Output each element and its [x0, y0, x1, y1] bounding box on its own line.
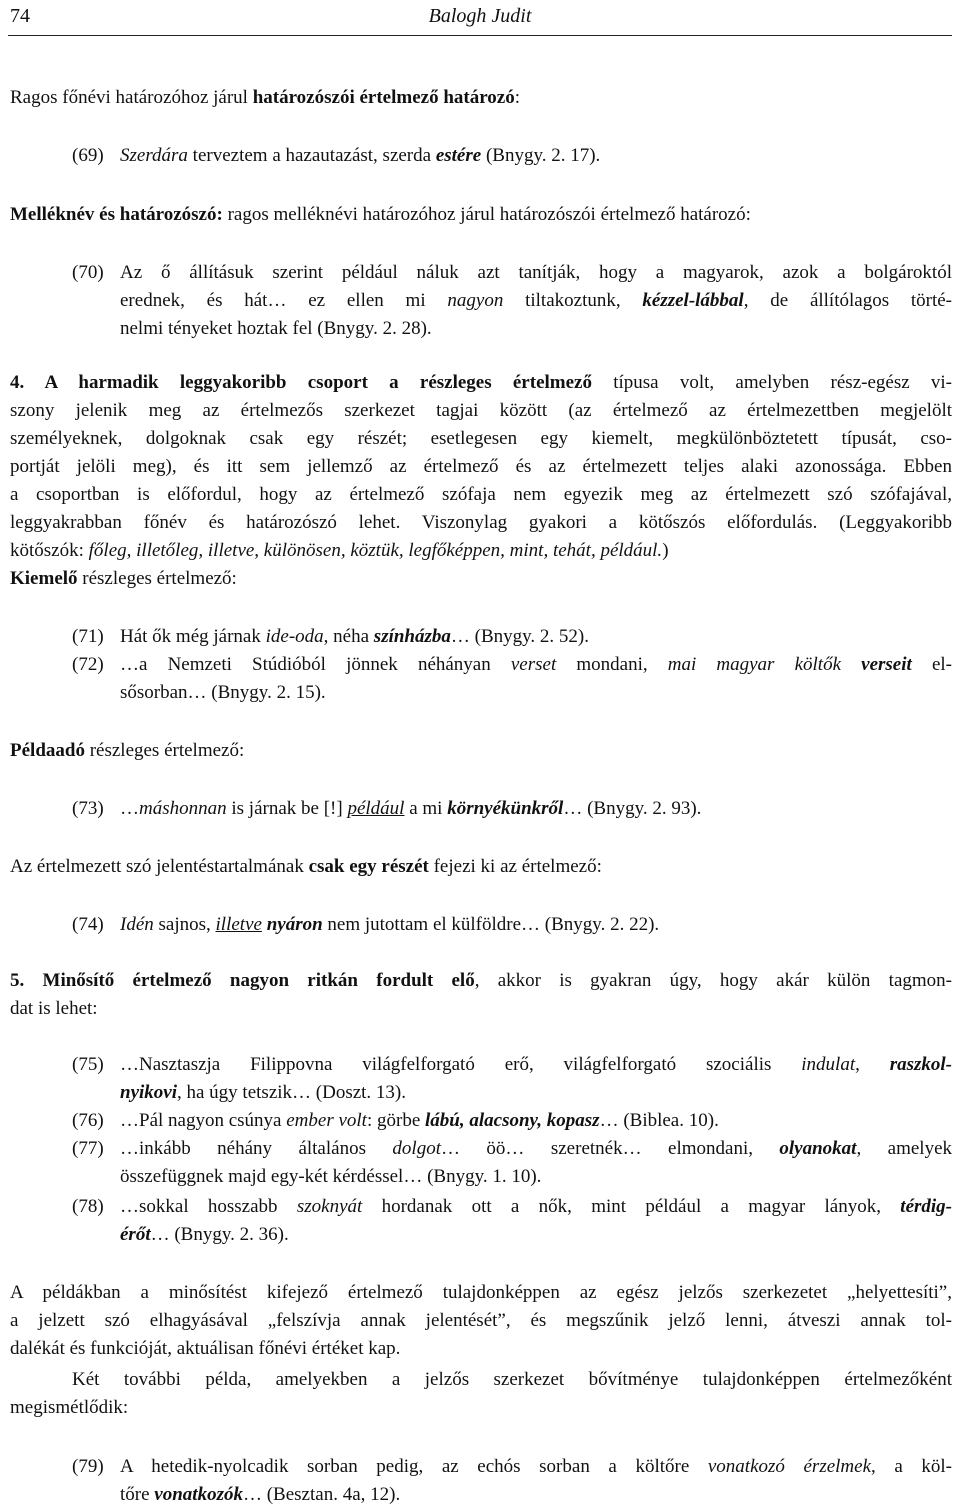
- example-75-line-2: nyikovi, ha úgy tetszik… (Doszt. 13).: [120, 1082, 407, 1103]
- example-77-line-1: (77) …inkább néhány általános dolgot… öö… szeretnék… elmondani, olyanokat, amelyek: [72, 1135, 952, 1163]
- example-number: (74): [72, 914, 104, 935]
- section-4-line-8: Kiemelő részleges értelmező:: [10, 568, 237, 589]
- paragraph-peldaado: Példaadó részleges értelmező:: [10, 740, 245, 761]
- example-70-line-2: erednek, és hát… ez ellen mi nagyon tiltakoztunk, kézzel-lábbal, de állítólagos törté-: [120, 290, 953, 311]
- example-73: (73) …máshonnan is járnak be [!] például a mi környékünkről… (Bnygy. 2. 93).: [72, 795, 701, 823]
- example-70-line-1: (70) Az ő állításuk szerint például náluk azt tanítják, hogy a magyarok, azok a bolgároktól: [72, 259, 952, 287]
- example-77-line-2: összefüggnek majd egy-két kérdéssel… (Bnygy. 1. 10).: [120, 1166, 542, 1187]
- paragraph-ragos: Ragos főnévi határozóhoz járul határozószói értelmező határozó:: [10, 87, 521, 108]
- example-70-line-3: nelmi tényeket hoztak fel (Bnygy. 2. 28).: [120, 318, 432, 339]
- example-number: (76): [72, 1110, 104, 1131]
- paragraph-5-line-1: A példákban a minősítést kifejező értelmező tulajdonképpen az egész jelzős szerkezetet „helyettesíti”,: [10, 1282, 952, 1303]
- section-4-line-6: leggyakrabban főnév és határozószó lehet. Viszonylag gyakori a kötőszós előfordulás. (Leggyakoribb: [10, 512, 952, 533]
- paragraph-5-line-2: a jelzett szó elhagyásával „felszívja annak jelentését”, és megszűnik jelző lenni, átveszi annak tol-: [10, 1310, 952, 1331]
- example-74: (74) Idén sajnos, illetve nyáron nem jutottam el külföldre… (Bnygy. 2. 22).: [72, 911, 659, 939]
- example-69: (69) Szerdára terveztem a hazautazást, szerda estére (Bnygy. 2. 17).: [72, 142, 600, 170]
- running-header-author: Balogh Judit: [428, 5, 532, 27]
- example-75-line-1: (75) …Nasztaszja Filippovna világfelforgató erő, világfelforgató szociális indulat, raszkol-: [72, 1051, 952, 1079]
- paragraph-5-line-3: dalékát és funkcióját, aktuálisan főnévi értéket kap.: [10, 1338, 401, 1359]
- paragraph-ertelmezett: Az értelmezett szó jelentéstartalmának csak egy részét fejezi ki az értelmező:: [10, 856, 602, 877]
- example-number: (75): [72, 1054, 104, 1075]
- example-number: (71): [72, 626, 104, 647]
- section-4-line-7: kötőszók: főleg, illetőleg, illetve, különösen, köztük, legfőképpen, mint, tehát, például.): [10, 540, 669, 561]
- section-5-line-1: 5. Minősítő értelmező nagyon ritkán fordult elő, akkor is gyakran úgy, hogy akár külön tagmon-: [10, 970, 952, 991]
- example-number: (69): [72, 145, 104, 166]
- example-number: (72): [72, 654, 104, 675]
- example-72-line-1: (72) …a Nemzeti Stúdióból jönnek néhányan verset mondani, mai magyar költők verseit el-: [72, 651, 952, 679]
- running-header: [8, 0, 952, 30]
- example-number: (78): [72, 1196, 104, 1217]
- section-4-line-4: portját jelöli meg), és itt sem jellemző az értelmező és az értelmezett teljes alaki azonossága. Ebben: [10, 456, 952, 477]
- section-4-line-2: szony jelenik meg az értelmezős szerkezet tagjai között (az értelmező az értelmezettben megjelölt: [10, 400, 952, 421]
- paragraph-5-line-4: Két további példa, amelyekben a jelzős szerkezet bővítménye tulajdonképpen értelmezőként: [72, 1369, 952, 1390]
- paragraph-5-line-5: megismétlődik:: [10, 1397, 129, 1418]
- section-5-line-2: dat is lehet:: [10, 998, 98, 1019]
- example-76: (76) …Pál nagyon csúnya ember volt: görbe lábú, alacsony, kopasz… (Biblea. 10).: [72, 1107, 719, 1135]
- example-number: (73): [72, 798, 104, 819]
- paragraph-melleknev: Melléknév és határozószó: ragos melléknévi határozóhoz járul határozószói értelmező határozó:: [10, 204, 751, 225]
- example-72-line-2: sősorban… (Bnygy. 2. 15).: [120, 682, 326, 703]
- section-4-line-1: 4. A harmadik leggyakoribb csoport a részleges értelmező típusa volt, amelyben rész-egész vi-: [10, 372, 952, 393]
- section-4-line-3: személyeknek, dolgoknak csak egy részét; esetlegesen egy kiemelt, megkülönböztetett típusát, cso-: [10, 428, 952, 449]
- example-78-line-2: érőt… (Bnygy. 2. 36).: [120, 1224, 289, 1245]
- example-79-line-1: (79) A hetedik-nyolcadik sorban pedig, az echós sorban a költőre vonatkozó érzelmek, a köl-: [72, 1453, 952, 1481]
- example-number: (70): [72, 262, 104, 283]
- example-78-line-1: (78) …sokkal hosszabb szoknyát hordanak ott a nők, mint például a magyar lányok, térdig-: [72, 1193, 952, 1221]
- example-71: (71) Hát ők még járnak ide-oda, néha színházba… (Bnygy. 2. 52).: [72, 623, 589, 651]
- example-number: (79): [72, 1456, 104, 1477]
- example-79-line-2: tőre vonatkozók… (Besztan. 4a, 12).: [120, 1484, 401, 1505]
- example-number: (77): [72, 1138, 104, 1159]
- section-4-line-5: a csoportban is előfordul, hogy az értelmező szófaja nem egyezik meg az értelmezett szó szófajával,: [10, 484, 952, 505]
- header-rule: [8, 35, 952, 36]
- page-number: 74: [10, 5, 30, 27]
